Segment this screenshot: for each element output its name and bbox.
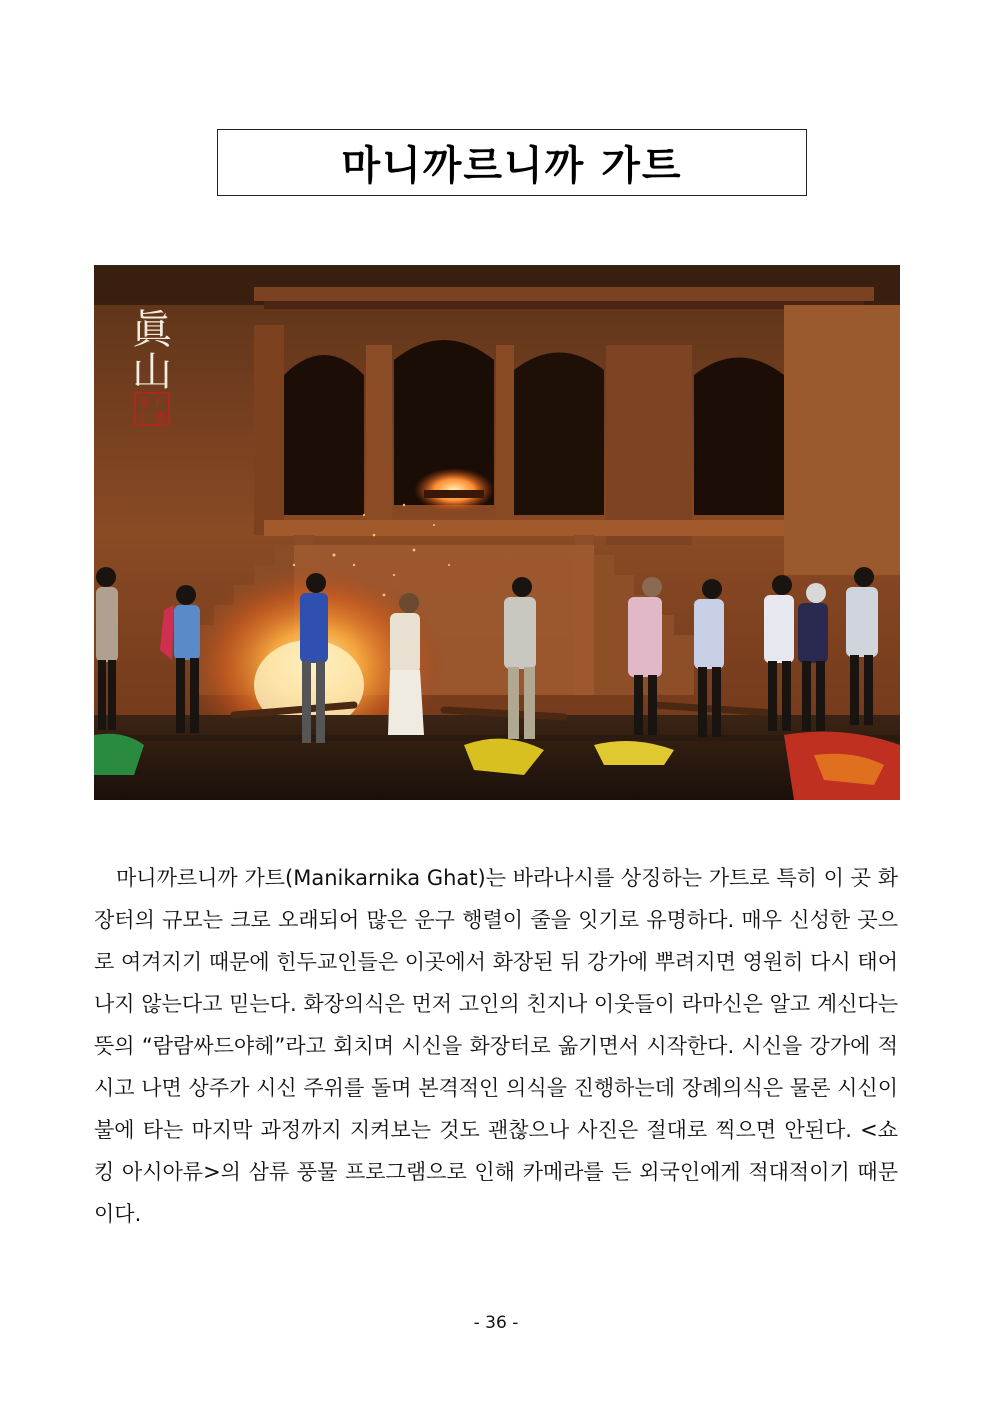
seal-stamp-char-3: 基 <box>138 396 150 409</box>
page-number: - 36 - <box>473 1313 519 1333</box>
body-paragraph <box>94 857 898 1235</box>
body-paragraph-text: 마니까르니까 가트(Manikarnika Ghat)는 바라나시를 상징하는 가트로 특히 이 곳 화장터의 규모는 크로 오래되어 많은 운구 행렬이 줄을 잇기로 유명하다. 매우 신성한 곳으로 여겨지기 때문에 힌두교인들은 이곳에서 화장된 뒤 강가에 뿌려지면 영원히 다시 태어나지 않는다고 믿는다. 화장의식은 먼저 고인의 친지나 이웃들이 라마신은 알고 계신다는 뜻의 “람람싸드야헤”라고 회치며 시신을 화장터로 옮기면서 시작한다. 시신을 강가에 적시고 나면 상주가 시신 주위를 돌며 본격적인 의식을 진행하는데 장례의식은 물론 시신이 불에 타는 마지막 과정까지 지켜보는 것도 괜찮으나 사진은 절대로 찍으면 안된다. <쇼킹 아시아류>의 삼류 풍물 프로그램으로 인해 카메라를 든 외국인에게 적대적이기 때문이다. <box>94 866 898 1226</box>
seal-char-1: 眞 <box>132 307 172 353</box>
photo-illustration <box>94 265 900 800</box>
title-box <box>217 129 807 196</box>
seal-stamp-char-4: 引 <box>138 411 150 424</box>
seal-stamp-char-1: 朴 <box>154 396 166 409</box>
seal-char-2: 山 <box>132 349 172 395</box>
page-title: 마니까르니까 가트 <box>341 143 683 189</box>
seal-stamp-char-2: 潤 <box>154 411 166 424</box>
cremation-ghat-photo <box>94 265 900 800</box>
